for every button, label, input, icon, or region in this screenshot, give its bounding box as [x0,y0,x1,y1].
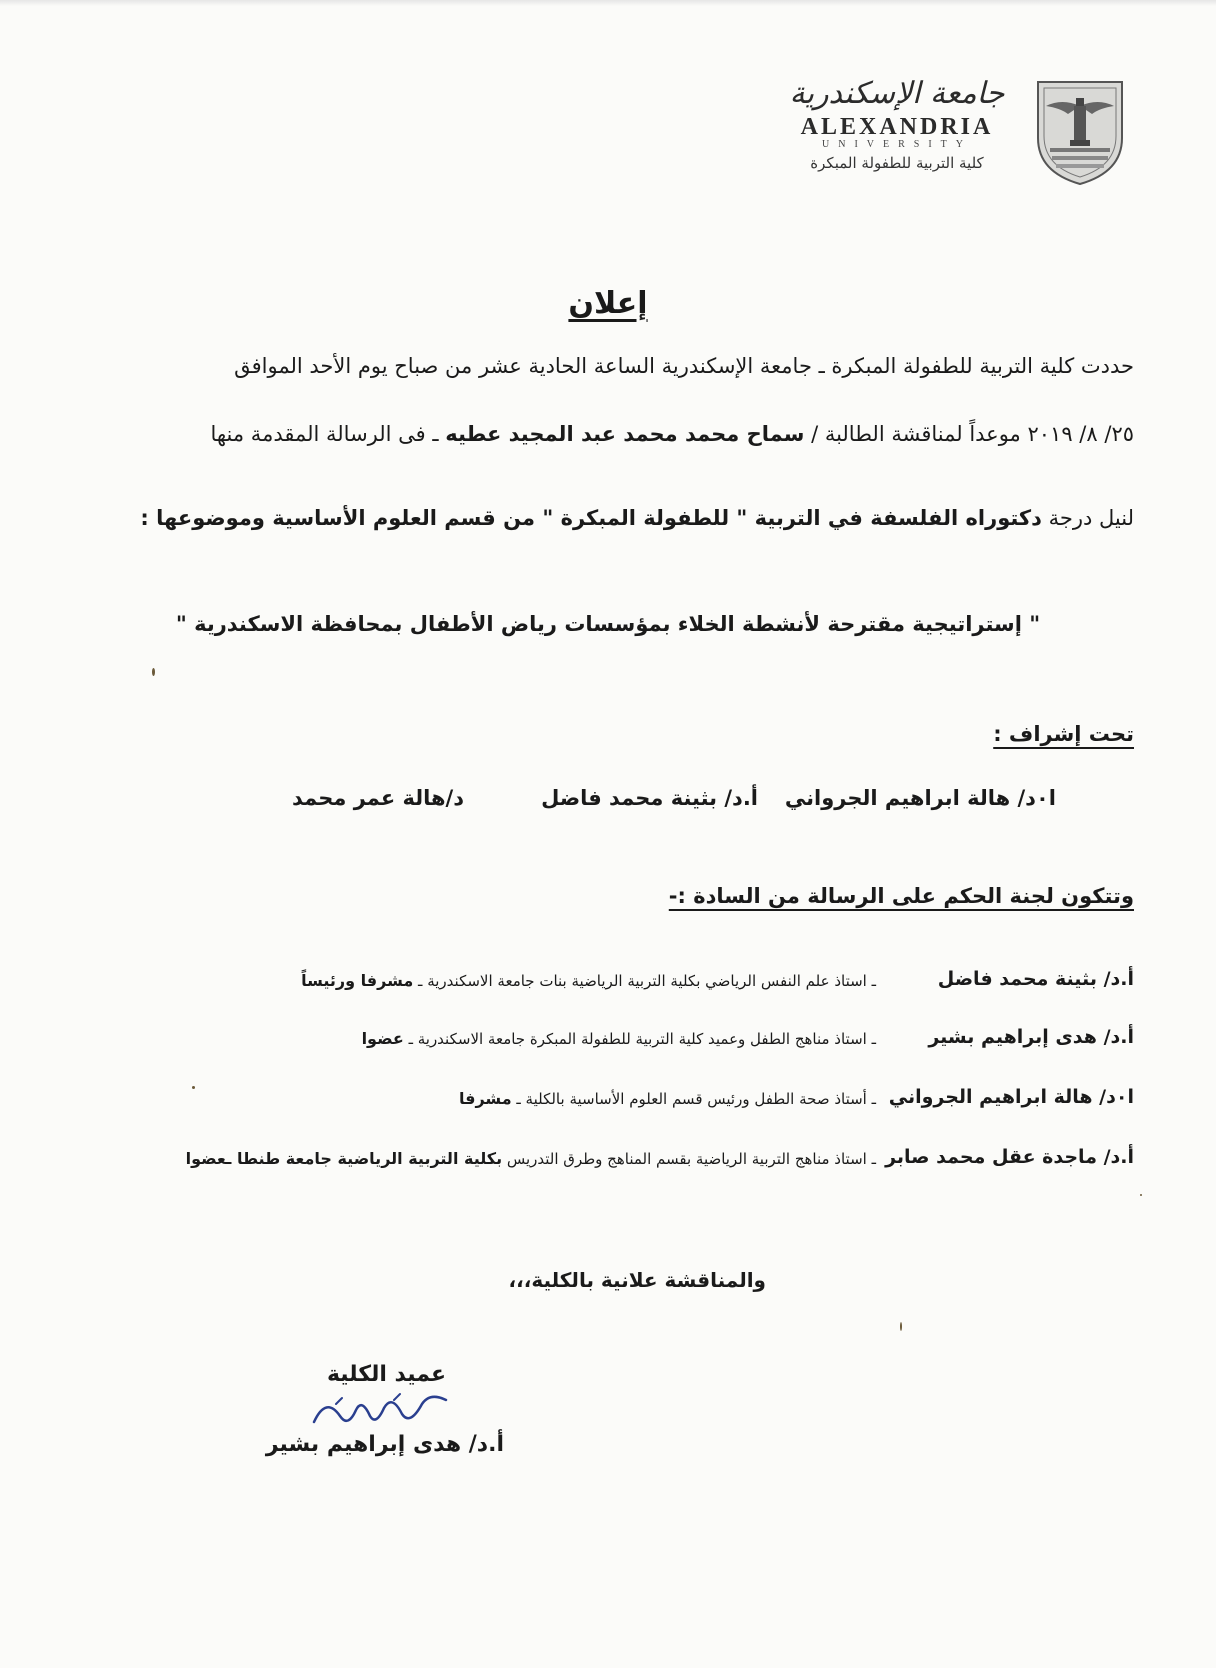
committee-member-role-text: ـ استاذ مناهج التربية الرياضية بقسم المناهج وطرق التدريس [506,1150,876,1168]
paragraph-text: لنيل درجة [1048,506,1134,530]
committee-member [150,968,1134,1000]
scan-speck [1140,1194,1142,1196]
paragraph-line-1: حددت كلية التربية للطفولة المبكرة ـ جامعة الإسكندرية الساعة الحادية عشر من صباح يوم الأحد الموافق [234,354,1134,378]
paragraph-line-2 [210,422,1134,446]
paragraph-text: ـ فى الرسالة المقدمة منها [210,422,439,446]
committee-member-name: أ.د/ هدى إبراهيم بشير [928,1026,1134,1048]
committee-member-role-suffix: مشرفا [458,1089,512,1108]
page-title: إعلان [568,286,648,321]
paragraph-line-3 [140,506,1134,530]
thesis-title: " إستراتيجية مقترحة لأنشطة الخلاء بمؤسسات رياض الأطفال بمحافظة الاسكندرية " [175,612,1041,636]
faculty-name: كلية التربية للطفولة المبكرة [810,154,984,172]
committee-member-role-suffix: مشرفا ورئيساً [301,971,414,990]
paragraph-date: ٢٥/ ٨/ ٢٠١٩ [1027,422,1134,446]
committee-member-role [362,1029,876,1048]
degree-description: دكتوراه الفلسفة في التربية " للطفولة المبكرة " من قسم العلوم الأساسية وموضوعها : [140,506,1042,530]
committee-member-name: ا٠د/ هالة ابراهيم الجرواني [888,1086,1134,1108]
committee-member-role-suffix: بكلية التربية الرياضية جامعة طنطا ـعضوا [185,1149,503,1168]
university-english-name: ALEXANDRIA [800,114,994,140]
committee-member [150,1026,1134,1058]
committee-member-role-suffix: عضوا [361,1029,404,1048]
page-top-edge [0,0,1216,6]
university-arabic-name: جامعة الإسكندرية [789,76,1005,111]
student-name: سماح محمد محمد عبد المجيد عطيه [445,422,805,446]
dean-title: عميد الكلية [326,1362,446,1387]
committee-member-name: أ.د/ ماجدة عقل محمد صابر [885,1146,1134,1168]
letterhead [766,72,1126,192]
committee-member [150,1086,1134,1118]
scan-speck [152,668,155,676]
public-discussion-note: والمناقشة علانية بالكلية،،، [508,1268,766,1292]
supervisor-3: د/هالة عمر محمد [292,786,464,810]
dean-signature [306,1382,456,1438]
committee-member-role-text: ـ أستاذ صحة الطفل ورئيس قسم العلوم الأساسية بالكلية ـ [516,1090,876,1108]
dean-name: أ.د/ هدى إبراهيم بشير [265,1432,504,1457]
supervision-heading: تحت إشراف : [993,722,1134,746]
committee-heading: وتتكون لجنة الحكم على الرسالة من السادة :- [668,884,1134,908]
committee-member-name: أ.د/ بثينة محمد فاضل [937,968,1134,990]
scan-speck [900,1322,902,1331]
committee-member-role [186,1149,876,1168]
supervisor-1: ا٠د/ هالة ابراهيم الجرواني [784,786,1056,810]
committee-member-role [459,1089,876,1108]
university-crest-icon [1034,76,1126,188]
university-english-sub: UNIVERSITY [822,139,972,150]
supervisor-2: أ.د/ بثينة محمد فاضل [541,786,758,810]
committee-member-role-text: ـ استاذ مناهج الطفل وعميد كلية التربية للطفولة المبكرة جامعة الاسكندرية ـ [408,1030,876,1048]
paragraph-text: موعداً لمناقشة الطالبة / [811,422,1021,446]
committee-member-role-text: ـ استاذ علم النفس الرياضي بكلية التربية الرياضية بنات جامعة الاسكندرية ـ [418,972,876,990]
committee-member-role [301,971,876,990]
committee-member [150,1146,1134,1178]
scan-speck [192,1086,195,1089]
